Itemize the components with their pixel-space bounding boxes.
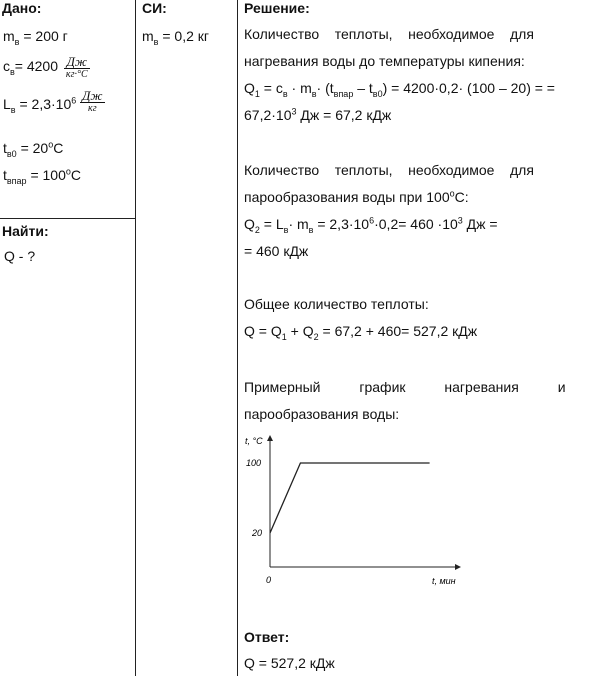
- si-mass: $m_в = 0,2$ кг: [142, 28, 209, 47]
- find-header: Найти:: [2, 223, 49, 239]
- graph-x-label: t, мин: [432, 576, 456, 586]
- latent-heat-unit: $\frac{Дж}{кг}$: [82, 88, 103, 114]
- find-value: Q - ?: [4, 248, 36, 264]
- si-header: СИ:: [142, 0, 167, 16]
- heating-curve: [270, 463, 430, 533]
- solution-header: Решение:: [244, 0, 310, 16]
- given-boiling-temp: $t_{впар} = 100^oC$: [3, 166, 82, 186]
- solution-p1-line1: Количество теплоты, необходимое для: [244, 26, 534, 42]
- solution-p2-line2: парообразования воды при 100$^o$С:: [244, 188, 469, 205]
- given-initial-temp: $t_{в0} = 20^oC$: [3, 139, 64, 159]
- answer-header: Ответ:: [244, 629, 290, 645]
- graph-y-label: t, °C: [245, 436, 263, 446]
- answer-value: Q = 527,2 кДж: [244, 655, 335, 671]
- graph-tick-20: 20: [252, 528, 263, 538]
- equation-q2-result: = 460 кДж: [244, 243, 309, 259]
- heating-graph: [240, 432, 480, 592]
- column-divider-1: [135, 0, 136, 676]
- equation-q2: $Q_2 = L_в\cdot m_в = 2,3\cdot 10^6\cdot 0,2= 460 \cdot 10^3$ Дж =: [244, 215, 498, 235]
- solution-p1-line2: нагревания воды до температуры кипения:: [244, 53, 525, 69]
- equation-q1-result: $67,2\cdot 10^3$ Дж = 67,2 кДж: [244, 106, 392, 123]
- graph-tick-100: 100: [246, 458, 262, 468]
- solution-p2-line1: Количество теплоты, необходимое для: [244, 162, 534, 178]
- solution-p3-line1: Общее количество теплоты:: [244, 296, 429, 312]
- solution-p4-line1: Примерный график нагревания и: [244, 379, 566, 395]
- given-latent-heat: $L_в = 2,3\cdot 10^6$ $\frac{Дж}{кг}$: [3, 88, 103, 115]
- graph-tick-0: 0: [266, 575, 272, 585]
- specific-heat-unit: $\frac{Дж}{кг\cdot^\circ С}$: [65, 54, 88, 80]
- solution-p4-line2: парообразования воды:: [244, 406, 400, 422]
- equation-q1: $Q_1 = c_в \cdot m_в\cdot (t_{впар} - t_{в0}) = 4200\cdot 0,2\cdot (100 - 20)$ = =: [244, 80, 555, 99]
- row-divider: [0, 218, 135, 219]
- given-mass: $m_в = 200$ г: [3, 28, 68, 47]
- equation-total: $Q = Q_1 + Q_2 = 67,2 + 460= 527,2$ кДж: [244, 323, 478, 342]
- column-divider-2: [237, 0, 238, 676]
- given-header: Дано:: [2, 0, 42, 16]
- given-specific-heat: $c_в= 4200$ $\frac{Дж}{кг\cdot^\circ С}$: [3, 54, 88, 80]
